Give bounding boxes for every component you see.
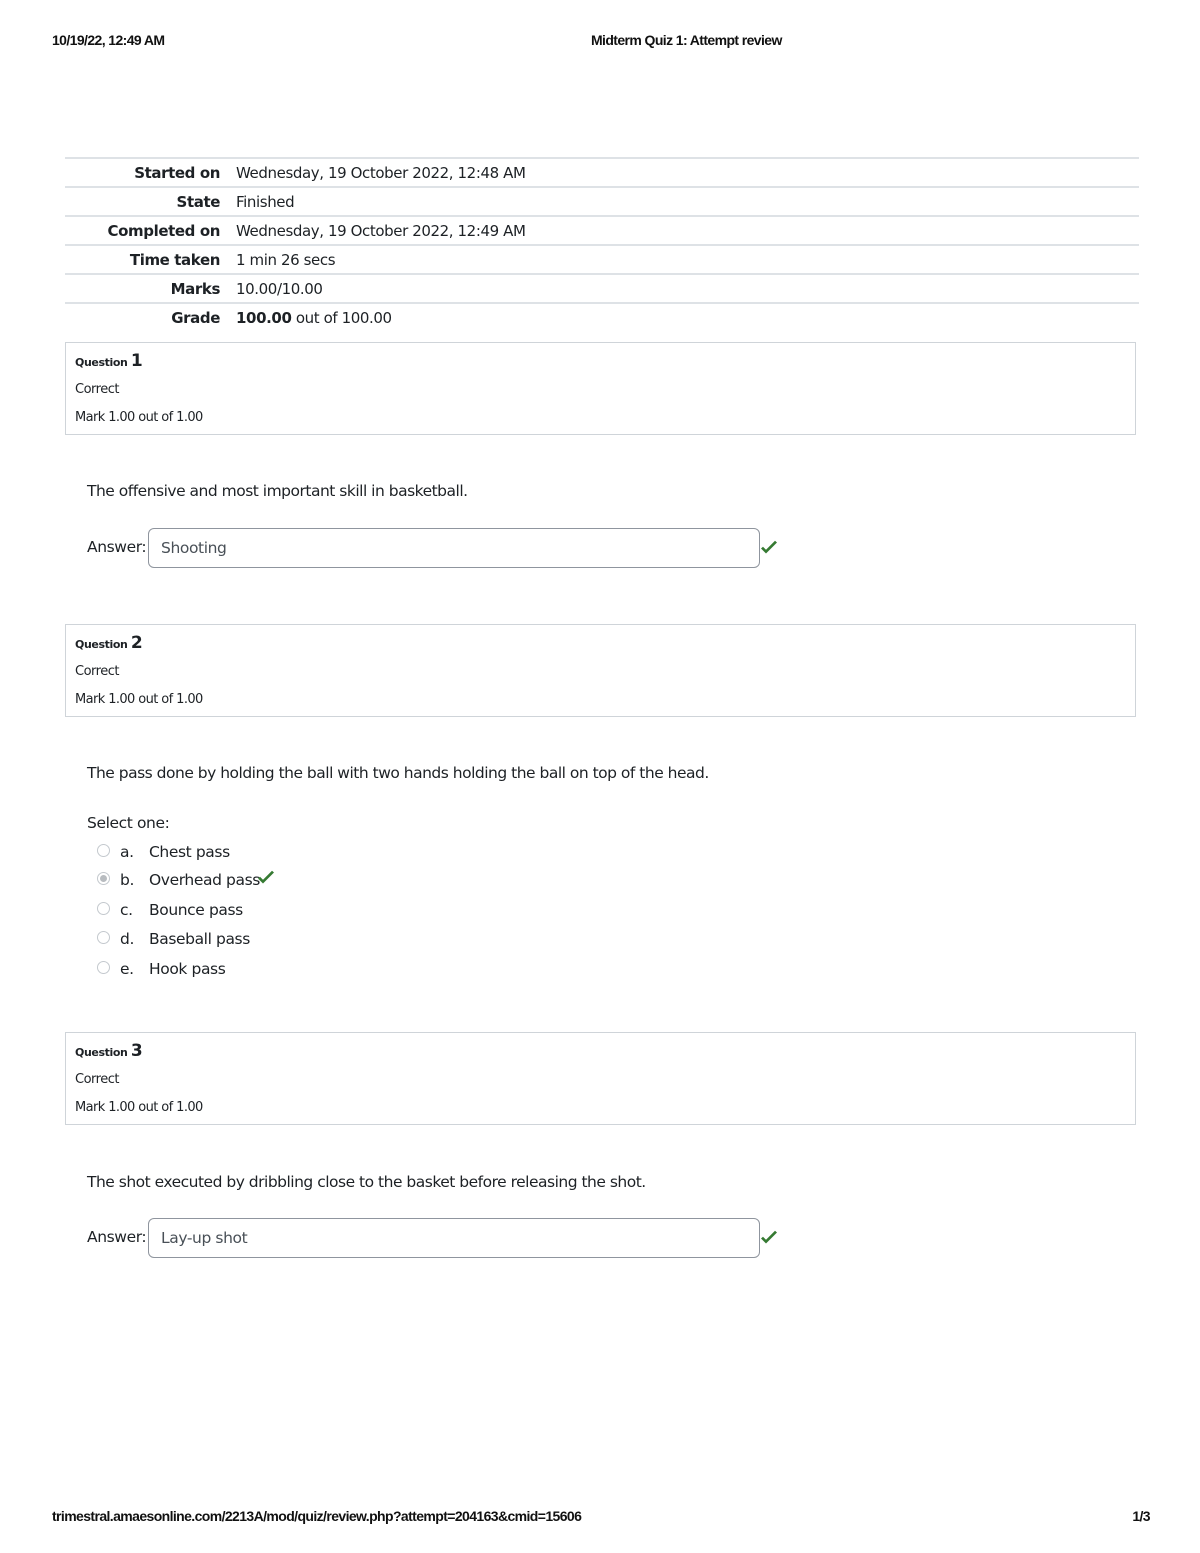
summary-row-state [65, 187, 1139, 216]
summary-label: Time taken [129, 250, 220, 269]
summary-value: 10.00/10.00 [236, 279, 323, 298]
answer-label: Answer: [87, 538, 147, 556]
summary-row-grade [65, 303, 1139, 331]
radio-button[interactable] [97, 902, 110, 915]
radio-button[interactable] [97, 844, 110, 857]
question-label: Question [75, 1046, 128, 1059]
print-datetime: 10/19/22, 12:49 AM [52, 32, 165, 48]
summary-label: State [176, 192, 220, 211]
question-state: Correct [75, 664, 119, 679]
option-text: Chest pass [149, 843, 230, 861]
question-info-3 [65, 1032, 1136, 1125]
print-header [52, 32, 1150, 50]
question-number [75, 351, 142, 371]
question-label: Question [75, 638, 128, 651]
answer-input[interactable] [148, 1218, 760, 1258]
summary-label: Marks [170, 279, 220, 298]
question-text: The shot executed by dribbling close to the basket before releasing the shot. [87, 1173, 646, 1191]
answer-input[interactable] [148, 528, 760, 568]
option-letter: c. [120, 901, 133, 919]
summary-value: Finished [236, 192, 295, 211]
check-icon [760, 540, 778, 556]
option-text: Bounce pass [149, 901, 243, 919]
radio-button[interactable] [97, 872, 110, 885]
option-text: Baseball pass [149, 930, 250, 948]
question-state: Correct [75, 1072, 119, 1087]
option-letter: e. [120, 960, 134, 978]
grade-score: 100.00 [236, 308, 292, 327]
summary-row-marks [65, 274, 1139, 303]
check-icon [760, 1230, 778, 1246]
summary-label: Completed on [107, 221, 220, 240]
summary-row-started [65, 158, 1139, 187]
summary-value: 1 min 26 secs [236, 250, 336, 269]
question-grade: Mark 1.00 out of 1.00 [75, 1100, 203, 1115]
summary-value [236, 303, 1139, 331]
summary-value: Wednesday, 19 October 2022, 12:48 AM [236, 163, 526, 182]
question-number-value: 2 [130, 633, 143, 653]
radio-button[interactable] [97, 961, 110, 974]
summary-row-completed [65, 216, 1139, 245]
question-label: Question [75, 356, 128, 369]
question-number-value: 1 [130, 351, 143, 371]
select-one-label: Select one: [87, 814, 170, 832]
summary-row-time-taken [65, 245, 1139, 274]
option-letter: a. [120, 843, 134, 861]
attempt-summary-table [65, 157, 1139, 331]
question-text: The pass done by holding the ball with two hands holding the ball on top of the head. [87, 764, 709, 782]
print-page-number: 1/3 [1132, 1508, 1150, 1524]
print-url: trimestral.amaesonline.com/2213A/mod/quiz/review.php?attempt=204163&cmid=15606 [52, 1508, 582, 1524]
grade-out-of: out of 100.00 [291, 308, 392, 327]
question-number [75, 633, 142, 653]
summary-label: Grade [171, 308, 220, 327]
option-text: Overhead pass [149, 871, 260, 889]
print-page-title: Midterm Quiz 1: Attempt review [591, 32, 782, 48]
answer-label: Answer: [87, 1228, 147, 1246]
question-number [75, 1041, 142, 1061]
option-letter: d. [120, 930, 134, 948]
summary-label: Started on [134, 163, 220, 182]
question-info-2 [65, 624, 1136, 717]
question-info-1 [65, 342, 1136, 435]
question-grade: Mark 1.00 out of 1.00 [75, 692, 203, 707]
question-grade: Mark 1.00 out of 1.00 [75, 410, 203, 425]
question-number-value: 3 [130, 1041, 143, 1061]
option-text: Hook pass [149, 960, 226, 978]
check-icon [257, 870, 275, 886]
question-state: Correct [75, 382, 119, 397]
summary-value: Wednesday, 19 October 2022, 12:49 AM [236, 221, 526, 240]
radio-button[interactable] [97, 931, 110, 944]
option-letter: b. [120, 871, 134, 889]
print-footer [52, 1508, 1150, 1526]
question-text: The offensive and most important skill in basketball. [87, 482, 468, 500]
